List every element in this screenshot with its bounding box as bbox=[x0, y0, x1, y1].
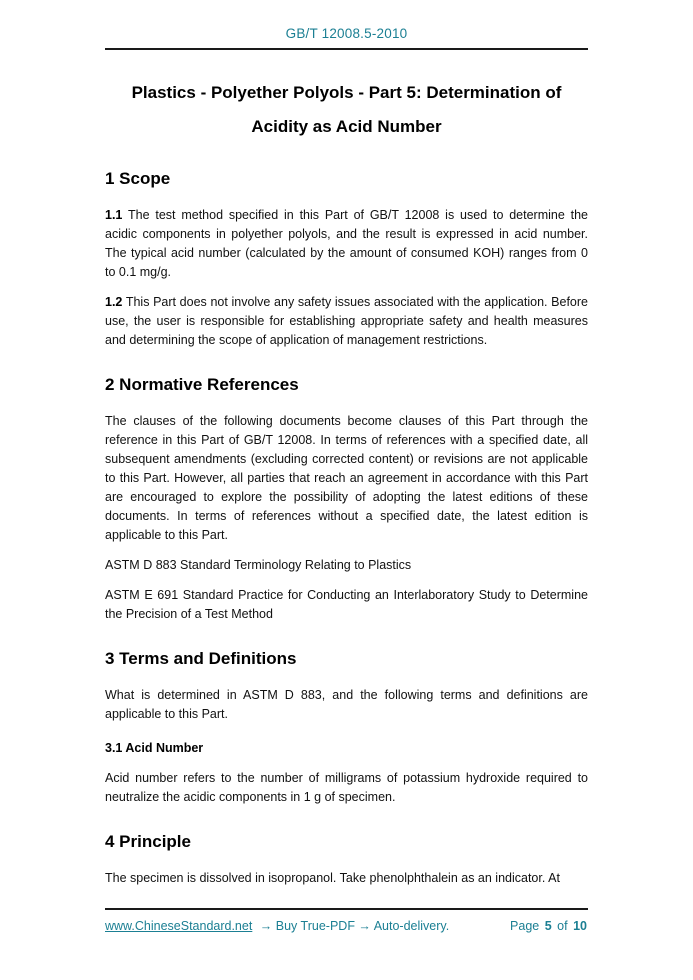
document-header bbox=[0, 0, 693, 50]
clause-number-1-1: 1.1 bbox=[105, 208, 123, 222]
page-of-label: of bbox=[557, 919, 568, 933]
footer-row bbox=[105, 919, 588, 933]
document-title bbox=[105, 76, 588, 144]
clause-text-1-2: This Part does not involve any safety issues associated with the application. Before use, the user is responsible for establishing appropriate safety and health measures and determining the scope of application of management restrictions. bbox=[105, 295, 588, 347]
footer-left bbox=[105, 919, 449, 933]
footer-divider bbox=[105, 908, 588, 910]
title-line-2: Acidity as Acid Number bbox=[251, 117, 442, 136]
doc-number: GB/T 12008.5-2010 bbox=[285, 26, 408, 41]
clause-text-1-1: The test method specified in this Part of GB/T 12008 is used to determine the acidic components in polyether polyols, and the result is expressed in acid number. The typical acid number (calculated by the amount of consumed KOH) ranges from 0 to 0.1 mg/g. bbox=[105, 208, 589, 279]
document-footer bbox=[105, 908, 588, 933]
document-body bbox=[105, 76, 588, 888]
page-indicator bbox=[509, 919, 588, 933]
subsection-heading-acid-number: 3.1 Acid Number bbox=[105, 741, 204, 755]
clause-number-1-2: 1.2 bbox=[105, 295, 123, 309]
reference-astm-e691: ASTM E 691 Standard Practice for Conducting an Interlaboratory Study to Determine the Precision of a Test Method bbox=[105, 588, 588, 621]
paragraph-terms-intro: What is determined in ASTM D 883, and the following terms and definitions are applicable to this Part. bbox=[105, 688, 588, 721]
chinesestandard-link[interactable]: www.ChineseStandard.net bbox=[105, 919, 253, 933]
page-current: 5 bbox=[544, 919, 552, 933]
title-line-1: Plastics - Polyether Polyols - Part 5: Determination of bbox=[131, 83, 562, 102]
paragraph-1-1 bbox=[105, 206, 588, 282]
section-heading-scope: 1 Scope bbox=[105, 169, 171, 188]
paragraph-principle: The specimen is dissolved in isopropanol. Take phenolphthalein as an indicator. At bbox=[105, 871, 560, 885]
paragraph-acid-number-definition: Acid number refers to the number of milligrams of potassium hydroxide required to neutralize the acidic components in 1 g of specimen. bbox=[105, 771, 588, 804]
section-heading-terms: 3 Terms and Definitions bbox=[105, 649, 297, 668]
paragraph-1-2 bbox=[105, 293, 588, 350]
page-label: Page bbox=[510, 919, 540, 933]
page-total: 10 bbox=[573, 919, 587, 933]
header-divider bbox=[105, 48, 588, 50]
paragraph-normative-references: The clauses of the following documents become clauses of this Part through the reference in this Part of GB/T 12008. In terms of references with a specified date, all subsequent amendments (excluding corrected content) or revisions are not applicable to this Part. However, all parties that reach an agreement in accordance with this Part are encouraged to explore the possibility of adopting the latest editions of these documents. In terms of references without a specified date, the latest edition is applicable to this Part. bbox=[105, 414, 588, 542]
section-heading-normative-references: 2 Normative References bbox=[105, 375, 299, 394]
reference-astm-d883: ASTM D 883 Standard Terminology Relating to Plastics bbox=[105, 558, 412, 572]
footer-tagline: → Buy True-PDF → Auto-delivery. bbox=[259, 919, 450, 933]
section-heading-principle: 4 Principle bbox=[105, 832, 191, 851]
